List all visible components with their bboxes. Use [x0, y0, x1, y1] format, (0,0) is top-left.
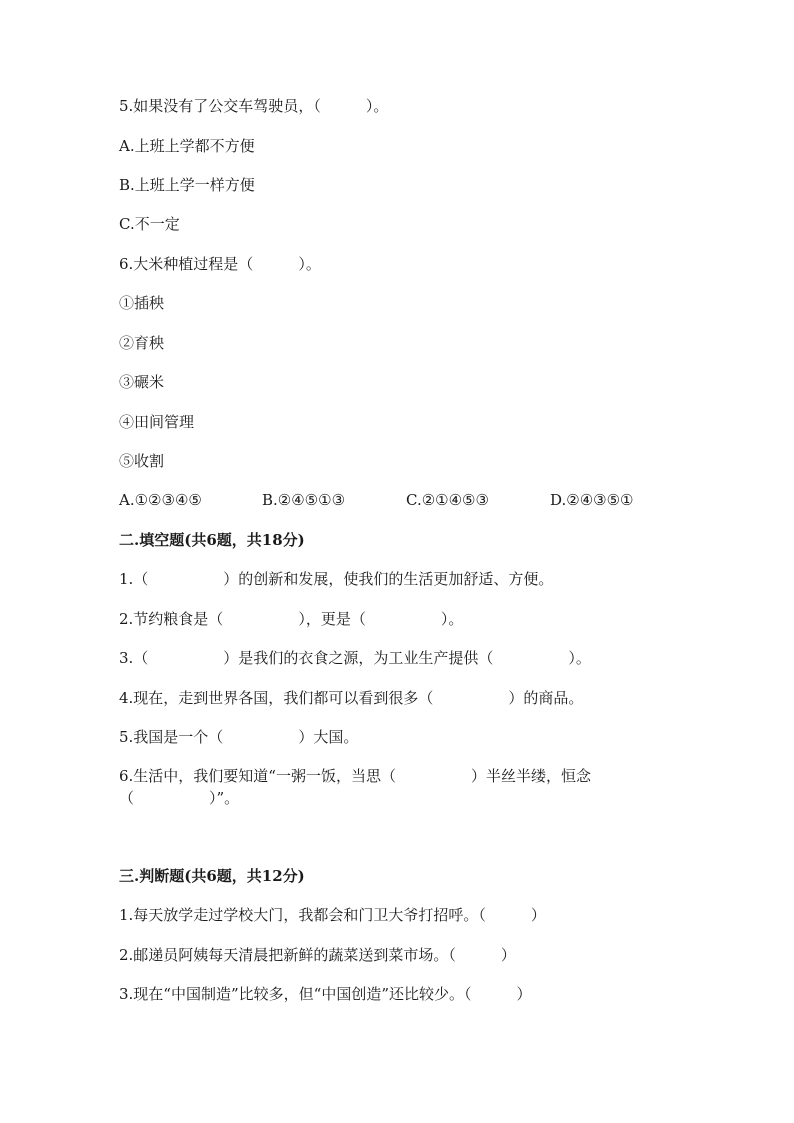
question-5-option-b: B.上班上学一样方便: [119, 176, 255, 194]
fill-blank-item-5: 5.我国是一个（ ）大国。: [119, 728, 359, 746]
judgement-item-2: 2.邮递员阿姨每天清晨把新鲜的蔬菜送到菜市场。（ ）: [119, 946, 516, 964]
fill-blank-item-6-line-2: （ ）”。: [119, 789, 240, 807]
question-5-option-a: A.上班上学都不方便: [119, 137, 255, 155]
question-6-step-1: ①插秧: [119, 294, 165, 312]
section-3-title: 三.判断题(共6题，共12分): [119, 867, 305, 885]
question-6-step-4: ④田间管理: [119, 413, 195, 431]
judgement-item-3: 3.现在“中国制造”比较多，但“中国创造”还比较少。（ ）: [119, 985, 532, 1003]
judgement-item-1: 1.每天放学走过学校大门，我都会和门卫大爷打招呼。（ ）: [119, 906, 546, 924]
question-6-choice-d: D.②④③⑤①: [550, 491, 634, 509]
question-6-stem: 6.大米种植过程是（ ）。: [119, 255, 321, 273]
question-5-option-c: C.不一定: [119, 215, 180, 233]
question-6-step-2: ②育秧: [119, 334, 165, 352]
section-2-title: 二.填空题(共6题，共18分): [119, 531, 305, 549]
question-6-step-5: ⑤收割: [119, 452, 165, 470]
question-6-choice-b: B.②④⑤①③: [262, 491, 346, 509]
question-6-choice-c: C.②①④⑤③: [406, 491, 489, 509]
question-6-choice-a: A.①②③④⑤: [119, 491, 202, 509]
question-6-step-3: ③碾米: [119, 373, 165, 391]
fill-blank-item-3: 3.（ ）是我们的衣食之源，为工业生产提供（ ）。: [119, 649, 591, 667]
question-5-stem: 5.如果没有了公交车驾驶员，（ ）。: [119, 97, 389, 115]
fill-blank-item-2: 2.节约粮食是（ ），更是（ ）。: [119, 610, 464, 628]
fill-blank-item-1: 1.（ ）的创新和发展，使我们的生活更加舒适、方便。: [119, 570, 554, 588]
question-6-choices: [119, 490, 679, 510]
fill-blank-item-4: 4.现在，走到世界各国，我们都可以看到很多（ ）的商品。: [119, 689, 584, 707]
fill-blank-item-6-line-1: 6.生活中，我们要知道“一粥一饭，当思（ ）半丝半缕，恒念: [119, 767, 591, 785]
